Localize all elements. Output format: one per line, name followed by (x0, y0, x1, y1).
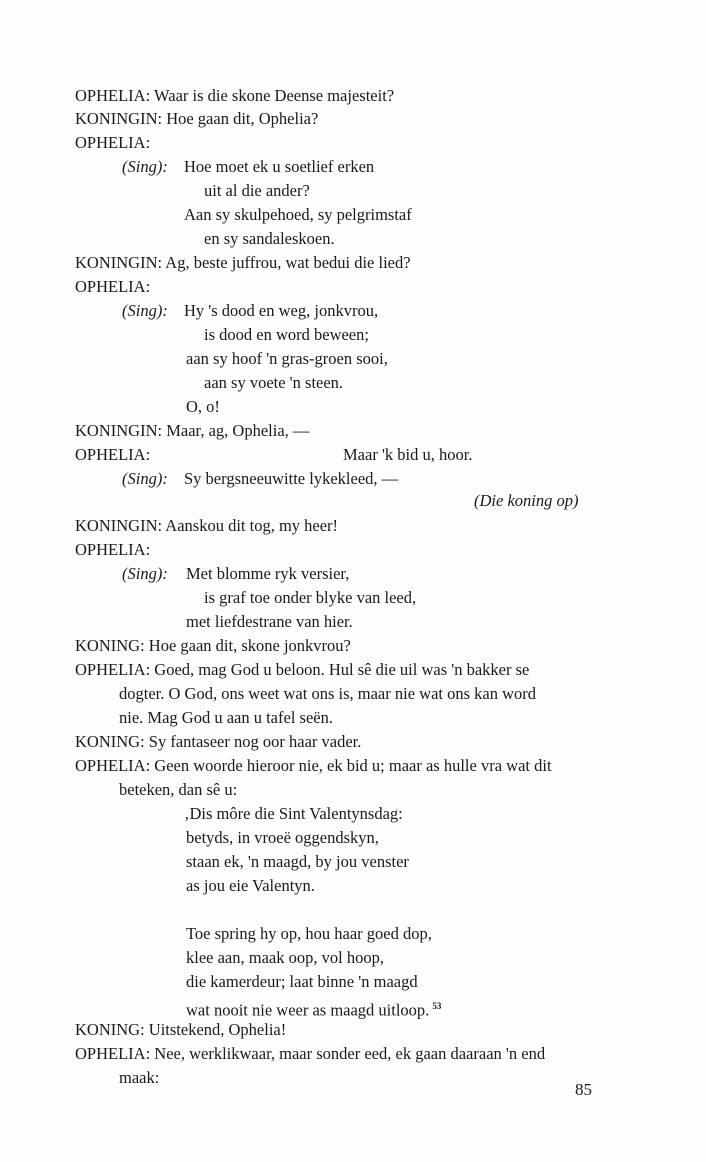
song-line: uit al die ander? (204, 181, 310, 200)
dialogue-line: OPHELIA: Geen woorde hieroor nie, ek bid u; maar as hulle vra wat dit (75, 756, 552, 775)
dialogue-line: KONINGIN: Ag, beste juffrou, wat bedui die lied? (75, 253, 411, 272)
song-line: Met blomme ryk versier, (186, 564, 350, 583)
dialogue-line: KONINGIN: Aanskou dit tog, my heer! (75, 516, 339, 535)
sing-direction: (Sing): (122, 301, 168, 320)
song-line: aan sy hoof 'n gras-groen sooi, (186, 349, 388, 368)
dialogue-line: Maar 'k bid u, hoor. (343, 445, 473, 464)
dialogue-line: OPHELIA: Nee, werklikwaar, maar sonder eed, ek gaan daaraan 'n end (75, 1044, 546, 1063)
dialogue-line: OPHELIA: Waar is die skone Deense majesteit? (75, 86, 395, 105)
song-line (186, 996, 441, 1021)
song-line: Toe spring hy op, hou haar goed dop, (186, 924, 432, 943)
sing-direction: (Sing): (122, 469, 168, 488)
dialogue-line: dogter. O God, ons weet wat ons is, maar nie wat ons kan word (119, 684, 537, 703)
speaker-label: OPHELIA: (75, 445, 151, 464)
stage-direction: (Die koning op) (474, 491, 579, 510)
dialogue-line: KONING: Hoe gaan dit, skone jonkvrou? (75, 636, 351, 655)
song-line: Hy 's dood en weg, jonkvrou, (184, 301, 379, 320)
song-line: Sy bergsneeuwitte lykekleed, — (184, 469, 399, 488)
dialogue-line: KONING: Sy fantaseer nog oor haar vader. (75, 732, 362, 751)
song-line: die kamerdeur; laat binne 'n maagd (186, 972, 418, 991)
song-line: ‚Dis môre die Sint Valentynsdag: (184, 804, 403, 823)
song-line: is graf toe onder blyke van leed, (204, 588, 417, 607)
song-line-text: wat nooit nie weer as maagd uitloop. (186, 1000, 430, 1020)
song-line: met liefdestrane van hier. (186, 612, 353, 631)
song-line: as jou eie Valentyn. (186, 876, 315, 895)
dialogue-line: nie. Mag God u aan u tafel seën. (119, 708, 333, 727)
speaker-label: OPHELIA: (75, 133, 151, 152)
song-line: staan ek, 'n maagd, by jou venster (186, 852, 409, 871)
speaker-label: OPHELIA: (75, 540, 151, 559)
page-number: 85 (575, 1080, 592, 1099)
song-line: klee aan, maak oop, vol hoop, (186, 948, 384, 967)
song-line: betyds, in vroeë oggendskyn, (186, 828, 379, 847)
dialogue-line: KONINGIN: Maar, ag, Ophelia, — (75, 421, 310, 440)
dialogue-line: OPHELIA: Goed, mag God u beloon. Hul sê die uil was 'n bakker se (75, 660, 530, 679)
song-line: O, o! (186, 397, 220, 416)
dialogue-line: KONINGIN: Hoe gaan dit, Ophelia? (75, 109, 319, 128)
sing-direction: (Sing): (122, 157, 168, 176)
song-line: is dood en word beween; (204, 325, 369, 344)
sing-direction: (Sing): (122, 564, 168, 583)
song-line: Aan sy skulpehoed, sy pelgrimstaf (184, 205, 412, 224)
song-line: en sy sandaleskoen. (204, 229, 335, 248)
song-line: aan sy voete 'n steen. (204, 373, 344, 392)
song-line: Hoe moet ek u soetlief erken (184, 157, 375, 176)
dialogue-line: KONING: Uitstekend, Ophelia! (75, 1020, 287, 1039)
dialogue-line: maak: (119, 1068, 160, 1087)
speaker-label: OPHELIA: (75, 277, 151, 296)
dialogue-line: beteken, dan sê u: (119, 780, 238, 799)
footnote-ref: 53 (432, 1001, 442, 1011)
